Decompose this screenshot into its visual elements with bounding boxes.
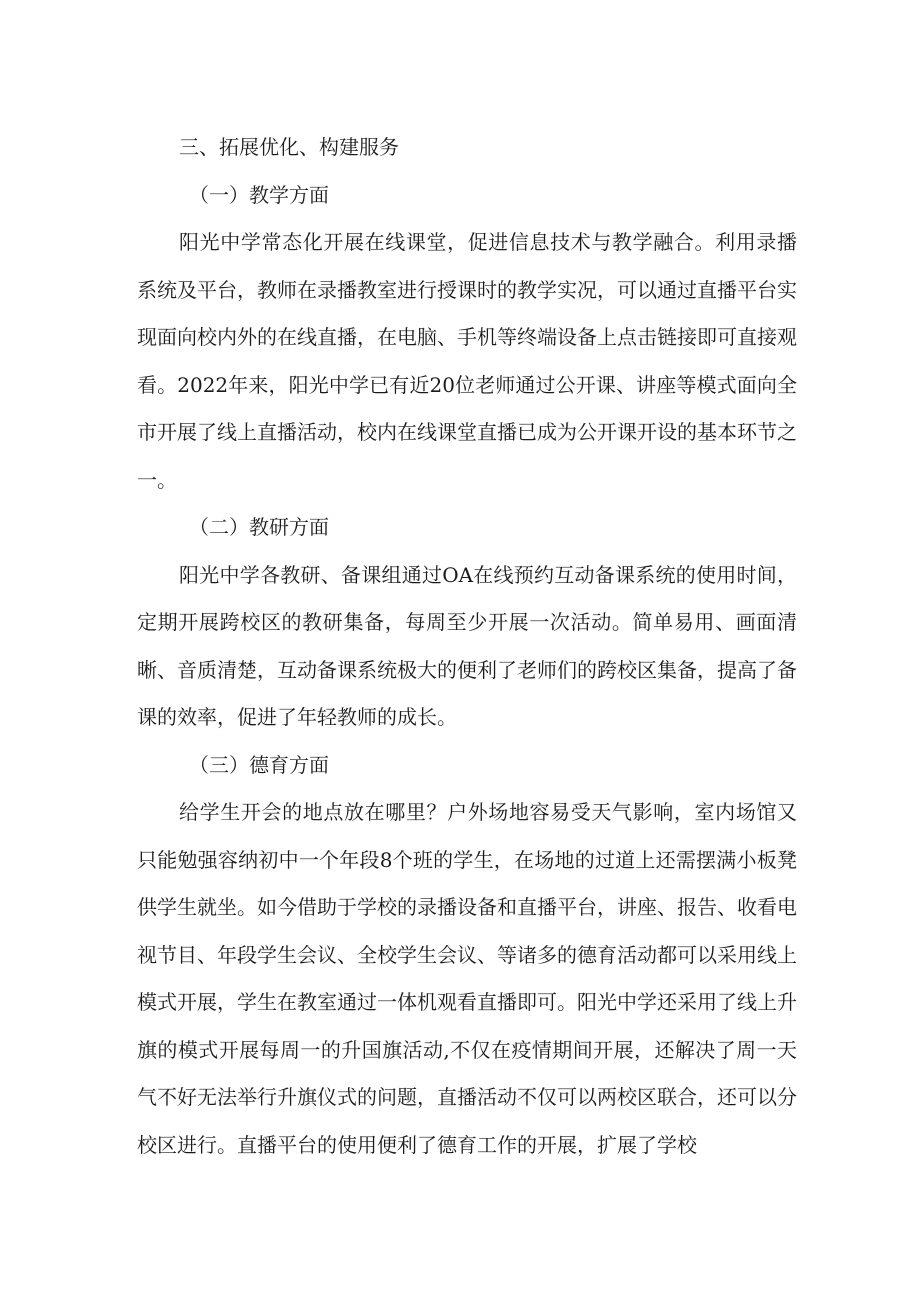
section-title: 三、拓展优化、构建服务: [179, 135, 399, 159]
paragraph-teaching: 阳光中学常态化开展在线课堂，促进信息技术与教学融合。利用录播系统及平台，教师在录播教室进行授课时的教学实况，可以通过直播平台实现面向校内外的在线直播，在电脑、手机等终端设备上点击链接即可直接观看。2022年来，阳光中学已有近20位老师通过公开课、讲座等模式面向全市开展了线上直播活动，校内在线课堂直播已成为公开课开设的基本环节之一。: [137, 230, 797, 492]
paragraph-research: 阳光中学各教研、备课组通过OA在线预约互动备课系统的使用时间，定期开展跨校区的教研集备，每周至少开展一次活动。简单易用、画面清晰、音质清楚，互动备课系统极大的便利了老师们的跨校区集备，提高了备课的效率，促进了年轻教师的成长。: [137, 562, 797, 729]
subsection-heading-teaching: （一）教学方面: [189, 182, 329, 207]
paragraph-moral: 给学生开会的地点放在哪里？户外场地容易受天气影响，室内场馆又只能勉强容纳初中一个年段8个班的学生，在场地的过道上还需摆满小板凳供学生就坐。如今借助于学校的录播设备和直播平台，讲座、报告、收看电视节目、年段学生会议、全校学生会议、等诸多的德育活动都可以采用线上模式开展，学生在教室通过一体机观看直播即可。阳光中学还采用了线上升旗的模式开展每周一的升国旗活动,不仅在疫情期间开展，还解决了周一天气不好无法举行升旗仪式的问题，直播活动不仅可以两校区联合，还可以分校区进行。直播平台的使用便利了德育工作的开展，扩展了学校: [137, 800, 797, 1157]
subsection-heading-moral: （三）德育方面: [189, 752, 329, 777]
document-body: [137, 124, 797, 1169]
subsection-heading-research: （二）教研方面: [189, 515, 329, 539]
